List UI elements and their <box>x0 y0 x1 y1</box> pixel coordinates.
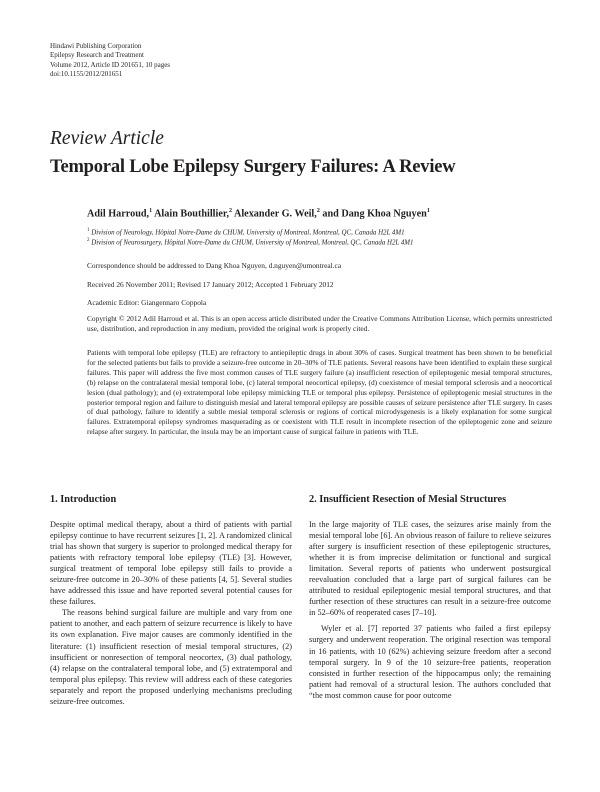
doi[interactable]: doi:10.1155/2012/201651 <box>50 70 123 79</box>
article-type: Review Article <box>50 128 164 149</box>
academic-editor: Academic Editor: Giangennaro Coppola <box>87 298 207 307</box>
author-name: and Dang Khoa Nguyen <box>319 208 427 220</box>
author-name: Alain Bouthillier, <box>152 208 229 220</box>
affiliation <box>87 236 413 247</box>
affiliation-text: Division of Neurosurgery, Hôpital Notre-Dame du CHUM, University of Montreal, Montreal, QC, Canada H2L 4M1 <box>91 239 414 247</box>
author-affiliation-mark: 1 <box>426 208 430 214</box>
author-list <box>87 208 430 219</box>
author-affiliation-mark: 2 <box>229 208 232 214</box>
author-name: Alexander G. Weil, <box>232 208 317 220</box>
journal-header <box>50 42 170 80</box>
left-column <box>50 494 292 707</box>
affiliation-number: 2 <box>87 238 90 243</box>
publisher-name: Hindawi Publishing Corporation <box>50 42 142 50</box>
affiliation-text: Division of Neurology, Hôpital Notre-Dame du CHUM, University of Montreal, Montreal, QC, Canada H2L 4M1 <box>91 229 405 237</box>
paragraph: The reasons behind surgical failure are multiple and vary from one patient to another, and each pattern of seizure recurrence is likely to have its own explanation. Five major causes are commonly identified in the literature: (1) insufficient resection of mesial temporal structures, (2) insufficient or nonresection of temporal neocortex, (3) dual pathology, (4) relapse on the contralateral temporal lobe, and (5) extratemporal and temporal plus epilepsy. This review will address each of these categories separately and report the proposed underlying mechanisms precluding seizure-free outcomes. <box>50 608 292 706</box>
article-title: Temporal Lobe Epilepsy Surgery Failures: A Review <box>50 157 456 177</box>
author-affiliation-mark: 2 <box>316 208 320 214</box>
article-dates: Received 26 November 2011; Revised 17 January 2012; Accepted 1 February 2012 <box>87 280 334 289</box>
abstract: Patients with temporal lobe epilepsy (TLE) are refractory to antiepileptic drugs in about 30% of cases. Surgical treatment has been shown to be beneficial for the selected patients but fails to provide a seizure-free outcome in 20–30% of TLE patients. Several reasons have been identified to explain these surgical failures. This paper will address the five most common causes of TLE surgery failure (a) insufficient resection of epileptogenic mesial temporal structures, (b) relapse on the contralateral mesial temporal lobe, (c) lateral temporal neocortical epilepsy, (d) coexistence of mesial temporal sclerosis and a neocortical lesion (dual pathology); and (e) extratemporal lobe epilepsy mimicking TLE or temporal plus epilepsy. Persistence of epileptogenic mesial structures in the posterior temporal region and failure to distinguish mesial and lateral temporal epilepsy are possible causes of seizure persistence after TLE surgery. In cases of dual pathology, failure to identify a subtle mesial temporal sclerosis or regions of cortical microdysgenesis is a likely explanation for some surgical failures. Extratemporal epilepsy syndromes masquerading as or coexistent with TLE result in incomplete resection of the epileptogenic zone and seizure relapse after surgery. In particular, the insula may be an important cause of surgical failure in patients with TLE. <box>87 348 552 437</box>
author-name: Adil Harroud, <box>87 208 150 220</box>
paragraph: Despite optimal medical therapy, about a third of patients with partial epilepsy continue to have recurrent seizures [1, 2]. A randomized clinical trial has shown that surgery is superior to prolonged medical therapy for patients with refractory temporal lobe epilepsy (TLE) [3]. However, surgical treatment of temporal lobe epilepsy still fails to provide a seizure-free outcome in 20–30% of these patients [4, 5]. Several studies have addressed this issue and have reported several potential causes for these failures. <box>50 520 292 607</box>
volume-line: Volume 2012, Article ID 201651, 10 pages <box>50 60 171 69</box>
section-heading-introduction: 1. Introduction <box>50 494 117 505</box>
correspondence: Correspondence should be addressed to Dang Khoa Nguyen, d.nguyen@umontreal.ca <box>87 261 342 270</box>
paragraph: Wyler et al. [7] reported 37 patients who failed a first epilepsy surgery and underwent reoperation. The original resection was temporal in 16 patients, with 10 (62%) achieving seizure freedom after a second temporal surgery. In 9 of the 10 seizure-free patients, reoperation consisted in further resection of the hippocampus only; the remaining patient had removal of a structural lesion. The authors concluded that “the most common cause for poor outcome <box>309 624 551 700</box>
author-affiliation-mark: 1 <box>149 208 153 214</box>
paragraph: In the large majority of TLE cases, the seizures arise mainly from the mesial temporal lobe [6]. An obvious reason of failure to relieve seizures after surgery is insufficient resection of these epileptogenic structures, whether it is from imprecise delimitation or functional and surgical limitation. Several reports of patients who underwent postsurgical reevaluation concluded that a large part of surgical failures can be attributed to residual epileptogenic mesial temporal structures, and that further resection of these structures can result in a seizure-free outcome in 52–60% of reoperated cases [7–10]. <box>309 520 551 618</box>
copyright-notice: Copyright © 2012 Adil Harroud et al. This is an open access article distributed under the Creative Commons Attribution License, which permits unrestricted use, distribution, and reproduction in any medium, provided the original work is properly cited. <box>87 314 552 333</box>
section-heading-insufficient-resection: 2. Insufficient Resection of Mesial Structures <box>309 494 507 505</box>
journal-name: Epilepsy Research and Treatment <box>50 51 144 60</box>
affiliation-number: 1 <box>87 228 90 233</box>
right-column <box>309 494 551 701</box>
